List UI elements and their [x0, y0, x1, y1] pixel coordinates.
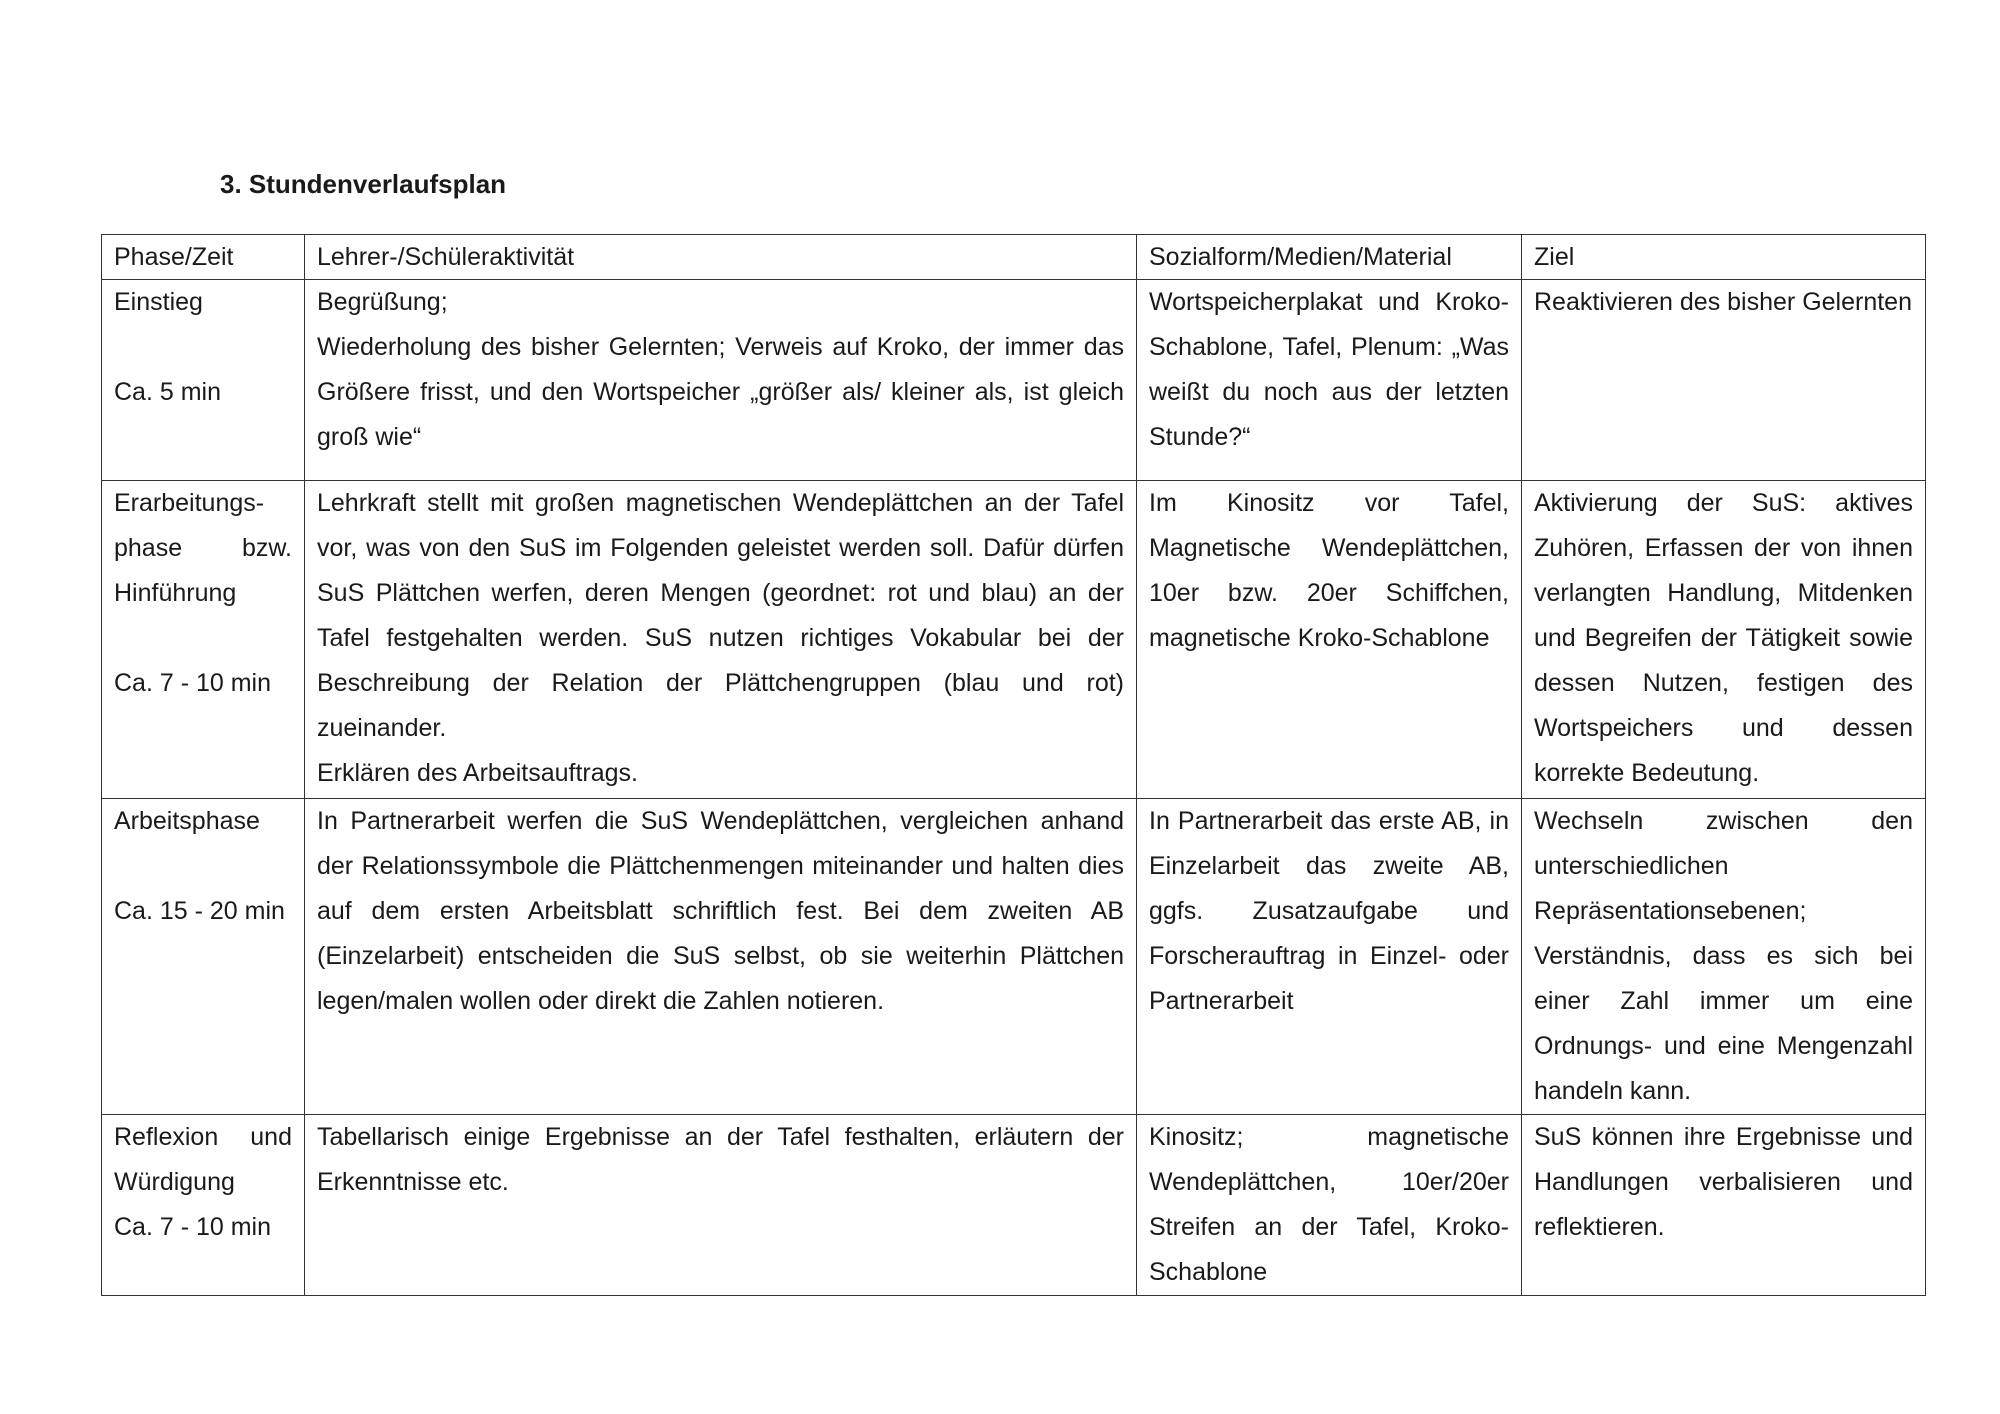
phase-time: Ca. 7 - 10 min: [114, 669, 272, 697]
activity-text: Begrüßung;: [317, 288, 448, 316]
activity-text: Tabellarisch einige Ergebnisse an der Tafel festhalten, erläutern der Erkenntnisse etc.: [317, 1123, 1124, 1196]
phase-time: Ca. 7 - 10 min: [114, 1213, 272, 1241]
activity-text: Lehrkraft stellt mit großen magnetischen Wendeplättchen an der Tafel vor, was von den SuS im Folgenden geleistet werden soll. Dafür dürfen SuS Plättchen werfen, deren Mengen (geordnet: rot und blau) an der Tafel festgehalten werden. SuS nutzen richtiges Vokabular bei der Beschreibung der Relation der Plättchengruppen (blau und rot) zueinander.: [317, 489, 1124, 742]
media-cell: Wortspeicherplakat und Kroko-Schablone, Tafel, Plenum: „Was weißt du noch aus der letzten Stunde?“: [1137, 280, 1522, 481]
phase-cell: [102, 280, 305, 481]
phase-cell: [102, 1115, 305, 1296]
table-row: [102, 799, 1926, 1115]
phase-time: Ca. 5 min: [114, 378, 221, 406]
phase-time: Ca. 15 - 20 min: [114, 897, 285, 925]
phase-name: Reflexion und Würdigung: [114, 1123, 292, 1196]
header-activity: Lehrer-/Schüleraktivität: [305, 235, 1137, 280]
phase-cell: [102, 481, 305, 799]
header-media: Sozialform/Medien/Material: [1137, 235, 1522, 280]
activity-text: Erklären des Arbeitsauftrags.: [317, 759, 638, 787]
page-title: 3. Stundenverlaufsplan: [220, 169, 507, 199]
activity-cell: [305, 799, 1137, 1115]
table-header-row: [102, 235, 1926, 280]
activity-cell: [305, 481, 1137, 799]
header-goal: Ziel: [1522, 235, 1926, 280]
phase-name: Arbeitsphase: [114, 807, 260, 835]
activity-cell: [305, 280, 1137, 481]
goal-cell: Wechseln zwischen den unterschiedlichen Repräsentationsebenen; Verständnis, dass es sich bei einer Zahl immer um eine Ordnungs- und eine Mengenzahl handeln kann.: [1522, 799, 1926, 1115]
phase-name: Einstieg: [114, 288, 203, 316]
header-phase-time: Phase/Zeit: [102, 235, 305, 280]
table-row: [102, 1115, 1926, 1296]
goal-cell: SuS können ihre Ergebnisse und Handlungen verbalisieren und reflektieren.: [1522, 1115, 1926, 1296]
activity-text: In Partnerarbeit werfen die SuS Wendeplättchen, vergleichen anhand der Relationssymbole die Plättchenmengen miteinander und halten dies auf dem ersten Arbeitsblatt schriftlich fest. Bei dem zweiten AB (Einzelarbeit) entscheiden die SuS selbst, ob sie weiterhin Plättchen legen/malen wollen oder direkt die Zahlen notieren.: [317, 807, 1124, 1015]
table-row: [102, 280, 1926, 481]
lesson-plan-table: [101, 234, 1926, 1296]
table-row: [102, 481, 1926, 799]
phase-cell: [102, 799, 305, 1115]
media-cell: Kinositz; magnetische Wendeplättchen, 10er/20er Streifen an der Tafel, Kroko-Schablone: [1137, 1115, 1522, 1296]
phase-name: Erarbeitungs-phase bzw. Hinführung: [114, 489, 292, 607]
activity-cell: [305, 1115, 1137, 1296]
goal-cell: Reaktivieren des bisher Gelernten: [1522, 280, 1926, 481]
media-cell: In Partnerarbeit das erste AB, in Einzelarbeit das zweite AB, ggfs. Zusatzaufgabe und Forscherauftrag in Einzel- oder Partnerarbeit: [1137, 799, 1522, 1115]
activity-text: Wiederholung des bisher Gelernten; Verweis auf Kroko, der immer das Größere frisst, und den Wortspeicher „größer als/ kleiner als, ist gleich groß wie“: [317, 333, 1124, 451]
media-cell: Im Kinositz vor Tafel, Magnetische Wendeplättchen, 10er bzw. 20er Schiffchen, magnetische Kroko-Schablone: [1137, 481, 1522, 799]
goal-cell: Aktivierung der SuS: aktives Zuhören, Erfassen der von ihnen verlangten Handlung, Mitdenken und Begreifen der Tätigkeit sowie dessen Nutzen, festigen des Wortspeichers und dessen korrekte Bedeutung.: [1522, 481, 1926, 799]
